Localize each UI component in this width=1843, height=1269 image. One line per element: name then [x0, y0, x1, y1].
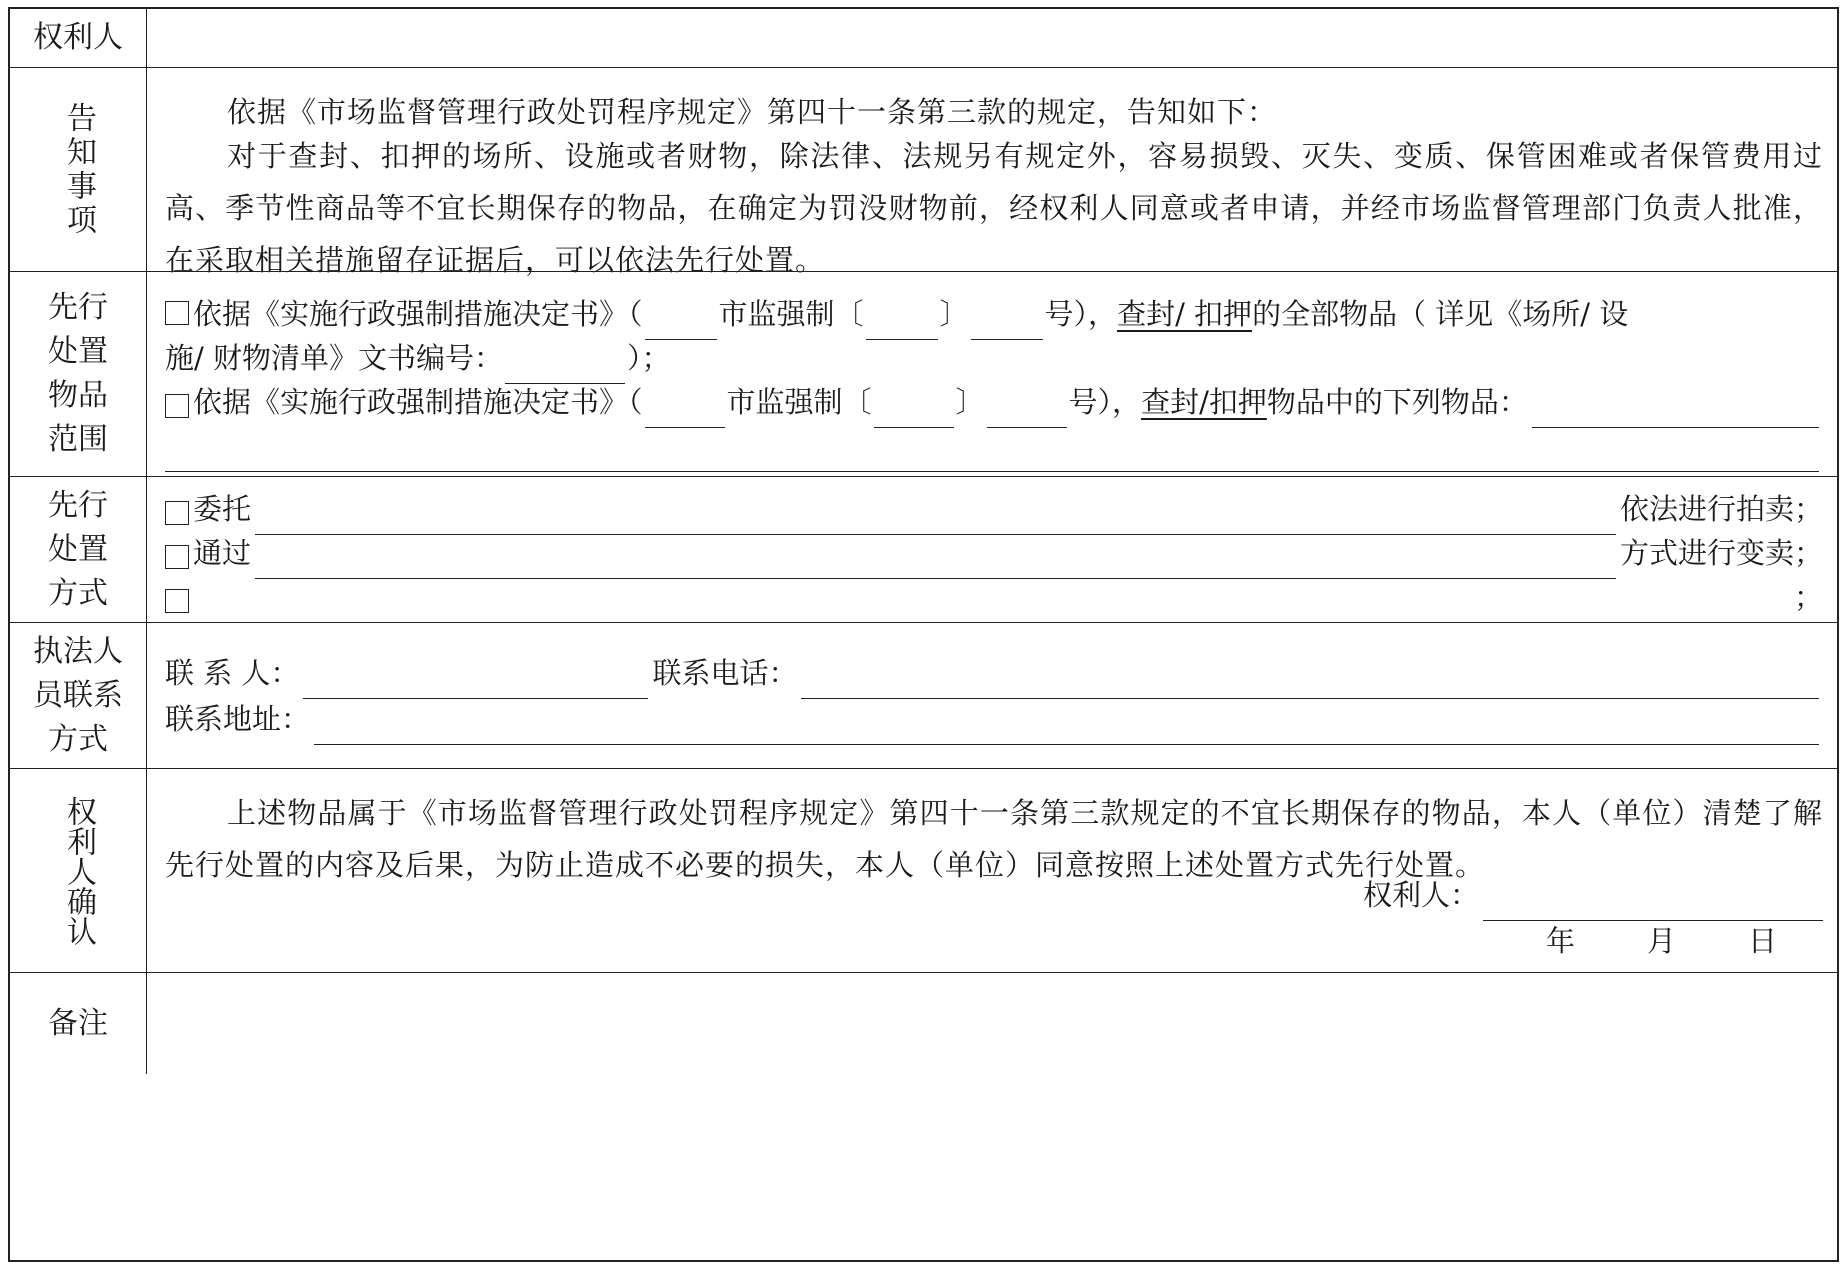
- confirm-date: [1474, 915, 1777, 967]
- method-sale-checkbox[interactable]: [165, 545, 189, 569]
- scope-option-1-seize-type: 查封/ 扣押: [1117, 297, 1253, 331]
- notice-label: 告知事项: [10, 68, 147, 271]
- method-sale-prefix: 通过: [193, 536, 252, 570]
- scope-label: [10, 272, 147, 476]
- method-other-suffix: ；: [1793, 580, 1823, 614]
- method-row: [10, 476, 1837, 622]
- confirm-paragraph: 上述物品属于《市场监督管理行政处罚程序规定》第四十一条第三款规定的不宜长期保存的物品，本人（单位）清楚了解先行处置的内容及后果，为防止造成不必要的损失，本人（单位）同意按照上述处置方式先行处置。: [165, 796, 1823, 882]
- scope-option-1-text-c: 〕: [939, 297, 969, 331]
- method-content: [147, 477, 1837, 622]
- contact-line-1: [165, 647, 1823, 699]
- disposal-notice-form: [8, 7, 1839, 1262]
- contact-line-2: [165, 693, 1823, 745]
- method-sale-suffix: 方式进行变卖；: [1619, 536, 1823, 570]
- scope-content: [147, 272, 1837, 476]
- contact-label: [10, 623, 147, 768]
- contact-phone-label: 联系电话：: [652, 656, 798, 690]
- method-other-checkbox[interactable]: [165, 589, 189, 613]
- confirm-date-year[interactable]: 年: [1545, 924, 1575, 958]
- remarks-row: [10, 972, 1837, 1074]
- scope-option-2-items-field-2[interactable]: [165, 435, 1819, 472]
- scope-option-1-checkbox[interactable]: [165, 301, 189, 325]
- holder-field[interactable]: [147, 9, 1837, 67]
- method-auction-prefix: 委托: [193, 492, 252, 526]
- scope-option-2-checkbox[interactable]: [165, 394, 189, 418]
- notice-row: [10, 67, 1837, 277]
- remarks-label: 备注: [10, 973, 147, 1074]
- scope-option-1-text-g: 施/ 财物清单》文书编号：: [165, 341, 503, 375]
- scope-option-1-text-h: ）；: [627, 341, 671, 375]
- scope-option-1-text-f: 的全部物品（ 详见《场所/ 设: [1252, 297, 1629, 331]
- scope-label-text: 先行 处置 物品 范围: [48, 290, 108, 457]
- scope-option-2-seize-type: 查封/扣押: [1141, 385, 1267, 419]
- holder-label: 权利人: [10, 9, 147, 67]
- remarks-field[interactable]: [147, 973, 1837, 1074]
- scope-option-1-text-b: 市监强制〔: [718, 297, 864, 331]
- confirm-signer-label: 权利人：: [1362, 878, 1479, 912]
- contact-row: [10, 622, 1837, 768]
- contact-address-field[interactable]: [314, 708, 1819, 745]
- method-auction-checkbox[interactable]: [165, 501, 189, 525]
- contact-person-label: 联 系 人：: [165, 656, 300, 690]
- confirm-signature-line: [1363, 869, 1823, 921]
- contact-label-text: 执法人 员联系 方式: [33, 633, 123, 757]
- scope-option-2-text-d: 号），: [1068, 385, 1142, 419]
- contact-address-label: 联系地址：: [165, 702, 311, 736]
- scope-row: [10, 271, 1837, 476]
- scope-option-2-text-a: 依据《实施行政强制措施决定书》（: [193, 385, 643, 419]
- scope-option-2-text-b: 市监强制〔: [726, 385, 872, 419]
- contact-content: [147, 623, 1837, 768]
- method-label: [10, 477, 147, 622]
- confirm-content: [147, 769, 1837, 972]
- confirm-date-month[interactable]: 月: [1646, 924, 1676, 958]
- scope-option-2-text-f: 物品中的下列物品：: [1266, 385, 1528, 419]
- scope-option-1-text-d: 号），: [1044, 297, 1118, 331]
- confirm-date-day[interactable]: 日: [1747, 924, 1777, 958]
- notice-paragraph-1: 依据《市场监督管理行政处罚程序规定》第四十一条第三款的规定，告知如下：: [227, 95, 1278, 129]
- method-label-text: 先行 处置 方式: [48, 487, 108, 611]
- method-auction-suffix: 依法进行拍卖；: [1619, 492, 1823, 526]
- holder-row: [10, 9, 1837, 67]
- notice-paragraph-2: 对于查封、扣押的场所、设施或者财物，除法律、法规另有规定外，容易损毁、灭失、变质、保管困难或者保管费用过高、季节性商品等不宜长期保存的物品，在确定为罚没财物前，经权利人同意或者申请，并经市场监督管理部门负责人批准，在采取相关措施留存证据后，可以依法先行处置。: [165, 139, 1823, 277]
- scope-option-2-text-c: 〕: [955, 385, 985, 419]
- notice-content: [147, 68, 1837, 277]
- scope-option-1-text-a: 依据《实施行政强制措施决定书》（: [193, 297, 643, 331]
- scope-option-2-line-2: [165, 420, 1823, 472]
- confirm-row: [10, 768, 1837, 972]
- method-other-field[interactable]: [197, 586, 1790, 623]
- confirm-label: 权利人确认: [10, 769, 147, 972]
- method-option-other: [165, 571, 1823, 623]
